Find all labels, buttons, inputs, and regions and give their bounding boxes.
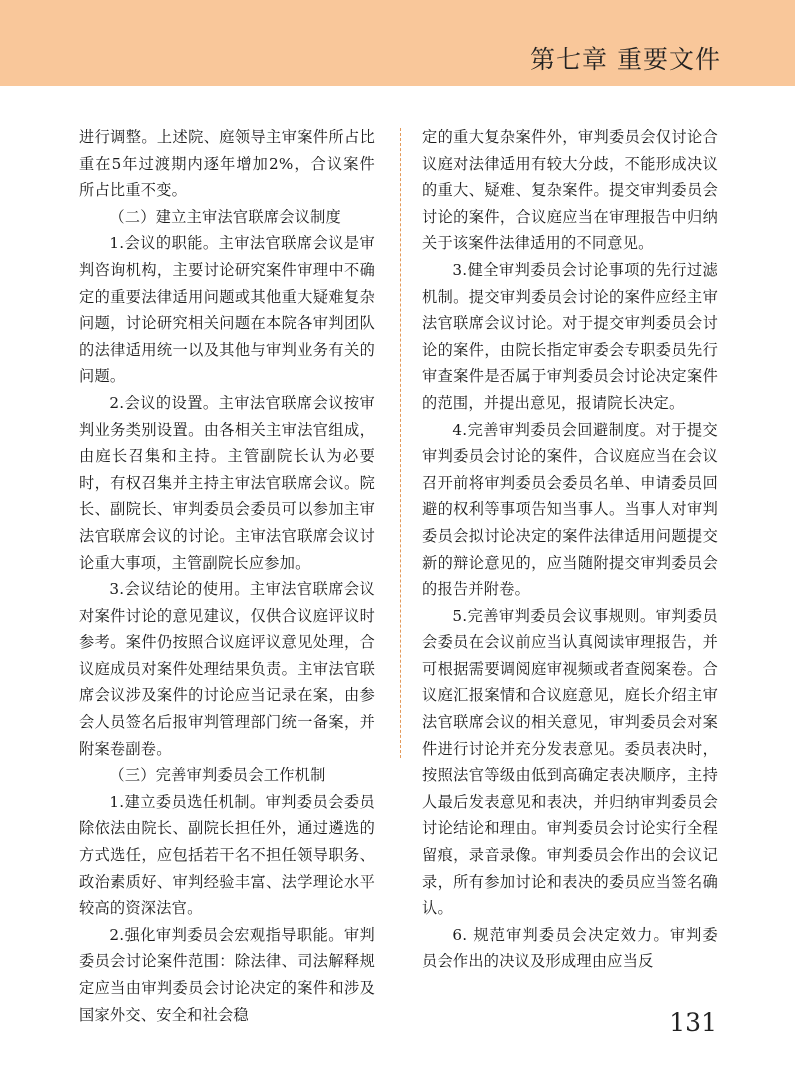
paragraph: 进行调整。上述院、庭领导主审案件所占比重在5年过渡期内逐年增加2%，合议案件所占比重不变。 [79,128,375,200]
paragraph: 6. 规范审判委员会决定效力。审判委员会作出的决议及形成理由应当反 [422,925,718,971]
paragraph: 5.完善审判委员会议事规则。审判委员会委员在会议前应当认真阅读审理报告，并可根据需要调阅庭审视频或者查阅案卷。合议庭汇报案情和合议庭意见，庭长介绍主审法官联席会议的相关意见，审判委员会对案件进行讨论并充分发表意见。委员表决时，按照法官等级由低到高确定表决顺序，主持人最后发表意见和表决，并归纳审判委员会讨论结论和理由。审判委员会讨论实行全程留痕，录音录像。审判委员会作出的会议记录，所有参加讨论和表决的委员应当签名确认。 [422,606,718,918]
chapter-header-band [0,0,795,86]
paragraph: 定的重大复杂案件外，审判委员会仅讨论合议庭对法律适用有较大分歧，不能形成决议的重大、疑难、复杂案件。提交审判委员会讨论的案件，合议庭应当在审理报告中归纳关于该案件法律适用的不同意见。 [422,128,718,253]
paragraph: 2.强化审判委员会宏观指导职能。审判委员会讨论案件范围：除法律、司法解释规定应当由审判委员会讨论决定的案件和涉及国家外交、安全和社会稳 [79,925,375,1024]
section-heading: （二）建立主审法官联席会议制度 [109,207,341,226]
section-heading: （三）完善审判委员会工作机制 [109,766,326,785]
paragraph: 4.完善审判委员会回避制度。对于提交审判委员会讨论的案件，合议庭应当在会议召开前将审判委员会委员名单、申请委员回避的权利等事项告知当事人。当事人对审判委员会拟讨论决定的案件法律适用问题提交新的辩论意见的，应当随附提交审判委员会的报告并附卷。 [422,420,718,599]
paragraph: 1.会议的职能。主审法官联席会议是审判咨询机构，主要讨论研究案件审理中不确定的重要法律适用问题或其他重大疑难复杂问题，讨论研究相关问题在本院各审判团队的法律适用统一以及其他与审判业务有关的问题。 [79,234,375,386]
page-number: 131 [669,1008,717,1037]
paragraph: 2.会议的设置。主审法官联席会议按审判业务类别设置。由各相关主审法官组成，由庭长召集和主持。主管副院长认为必要时，有权召集并主持主审法官联席会议。院长、副院长、审判委员会委员可以参加主审法官联席会议的讨论。主审法官联席会议讨论重大事项，主管副院长应参加。 [79,393,375,572]
left-column [79,124,375,1028]
paragraph: 1.建立委员选任机制。审判委员会委员除依法由院长、副院长担任外，通过遴选的方式选任，应包括若干名不担任领导职务、政治素质好、审判经验丰富、法学理论水平较高的资深法官。 [79,792,375,918]
chapter-title: 第七章 重要文件 [530,45,721,74]
paragraph: 3.健全审判委员会讨论事项的先行过滤机制。提交审判委员会讨论的案件应经主审法官联席会议讨论。对于提交审判委员会讨论的案件，由院长指定审委会专职委员先行审查案件是否属于审判委员会讨论决定案件的范围，并提出意见，报请院长决定。 [422,260,718,412]
paragraph: 3.会议结论的使用。主审法官联席会议对案件讨论的意见建议，仅供合议庭评议时参考。案件仍按照合议庭评议意见处理，合议庭成员对案件处理结果负责。主审法官联席会议涉及案件的讨论应当记录在案，由参会人员签名后报审判管理部门统一备案，并附案卷副卷。 [79,580,375,758]
right-column [422,124,718,975]
column-divider [400,128,401,758]
